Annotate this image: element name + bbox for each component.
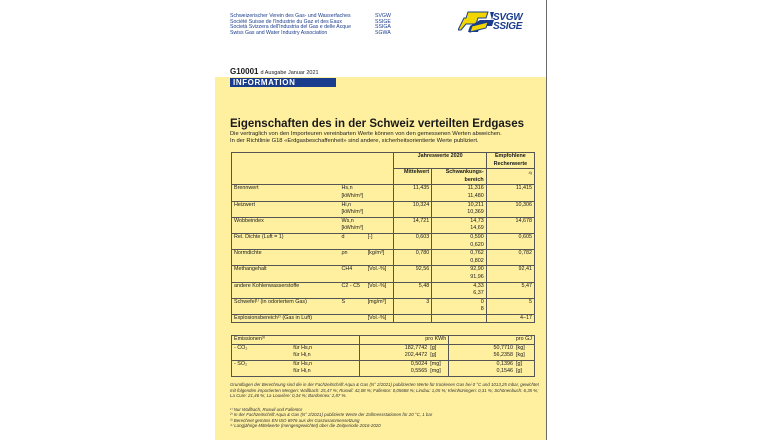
org-name: Société Suisse de l'Industrie du Gaz et des Eaux [230, 18, 343, 25]
property-symbol: d [339, 233, 365, 249]
property-mean: 0,603 [394, 233, 432, 249]
header-recommended-line: Rechenwerte [493, 160, 528, 167]
property-unit: [-] [366, 233, 394, 249]
emission-per-kwh [359, 360, 449, 368]
table-row [232, 314, 535, 323]
emission-unit: [g] [516, 368, 522, 375]
table-row [232, 282, 535, 298]
emissions-col-gj: pro GJ [449, 336, 535, 345]
subtitle-line: Die vertraglich von den Importeuren vereinbarten Werte können von den gemessenen Werten abweichen. [230, 131, 502, 137]
emission-value: 182,7742 [404, 344, 428, 351]
property-range [432, 201, 487, 217]
logo-line-1: SVGW [493, 12, 523, 23]
header-range-line: Schwankungs- [445, 169, 484, 176]
property-range [432, 217, 487, 233]
property-symbol [339, 314, 365, 323]
emission-unit: [g] [516, 360, 522, 367]
range-high: 91,96 [470, 273, 484, 280]
header-range-line: bereich [464, 176, 484, 183]
logo-text [493, 13, 522, 31]
property-recommended: 92,41 [486, 266, 534, 282]
range-high: 0,802 [470, 257, 484, 264]
emission-per-kwh [359, 368, 449, 376]
property-mean: 92,56 [394, 266, 432, 282]
table-row [232, 233, 535, 249]
emission-value: 50,7710 [493, 344, 513, 351]
property-range [432, 185, 487, 201]
property-unit: [Vol.-%] [366, 266, 394, 282]
property-unit: [kWh/m³] [341, 225, 364, 232]
range-high: 0,620 [470, 241, 484, 248]
emission-value: 202,4472 [404, 352, 428, 359]
org-name: Schweizerischer Verein des Gas- und Wasserfaches [230, 13, 351, 19]
doc-edition: d Ausgabe Januar 2021 [260, 70, 319, 76]
range-high: 6,37 [473, 290, 484, 297]
range-low: 92,90 [470, 266, 484, 273]
page-title: Eigenschaften des in der Schweiz verteilten Erdgases [230, 118, 524, 130]
emission-unit: [mg] [430, 360, 441, 367]
information-banner: INFORMATION [230, 78, 336, 87]
emissions-row [232, 352, 535, 360]
emission-basis: für Hs,n [293, 344, 313, 351]
range-low: 14,73 [470, 217, 484, 224]
emission-basis: für Hi,n [291, 368, 359, 376]
property-mean [394, 314, 432, 323]
organization-names [230, 14, 391, 36]
emission-gas [232, 352, 292, 360]
property-name: Normdichte [232, 250, 340, 266]
property-range [432, 233, 487, 249]
emission-gas [232, 368, 292, 376]
property-symbol: Hi,n [341, 201, 352, 208]
property-recommended: 14,678 [486, 217, 534, 233]
emissions-title: Emissionen³⁾ [232, 336, 360, 345]
range-low: 0,762 [470, 250, 484, 257]
property-unit: [kg/m³] [366, 250, 394, 266]
subtitle-line: In der Richtlinie G18 «Erdgasbeschaffenheit» sind andere, sicherheitsorientierte Werte publiziert. [230, 138, 479, 145]
emission-value: 0,1396 [496, 360, 513, 367]
property-unit: [kWh/m³] [341, 209, 364, 216]
property-symbol [339, 201, 394, 217]
emissions-col-kwh: pro KWh [359, 336, 449, 345]
page-subtitle [230, 131, 540, 146]
footnote: ⁴⁾ Langjährige Mittelwerte (mengengewichtet) über die Zeitperiode 2016-2020 [230, 423, 381, 429]
org-abbr: SGWA [375, 29, 391, 36]
property-name: Schwefel¹⁾ (in odoriertem Gas) [232, 298, 340, 314]
property-unit: [kWh/m³] [341, 192, 364, 199]
emission-per-gj [449, 368, 535, 376]
gas-properties-table [231, 152, 535, 323]
header-range [432, 169, 487, 185]
footnote: ²⁾ In der Fachzeitschrift Aqua & Gas (N° 2/2021) publizierte Werte der Zollmessstationen für 20 °C, 1 bar [230, 412, 433, 418]
header-mean: Mittelwert [394, 169, 432, 185]
range-low: 11,316 [467, 185, 484, 192]
emissions-row [232, 360, 535, 368]
property-name: Methangehalt [232, 266, 340, 282]
header-recommended [486, 153, 534, 169]
footnotes [230, 407, 540, 429]
org-abbr: SVGW [375, 13, 391, 19]
emission-per-gj [449, 352, 535, 360]
property-symbol: C2 - C5 [339, 282, 365, 298]
emission-per-kwh [359, 352, 449, 360]
logo-line-2: SSIGE [493, 21, 523, 32]
page-edge-divider [546, 0, 547, 440]
property-name: Explosionsbereich²⁾ (Gas in Luft) [232, 314, 340, 323]
emission-gas: - CO₂ [232, 344, 292, 352]
property-range [432, 250, 487, 266]
property-range [432, 266, 487, 282]
footnote: ¹⁾ Nur Wallbach, Ruswil und Fallentor [230, 407, 303, 412]
range-high: 11,480 [467, 192, 484, 199]
property-recommended: 0,605 [486, 233, 534, 249]
property-recommended: 5,47 [486, 282, 534, 298]
property-recommended: 11,415 [486, 185, 534, 201]
org-name: Swiss Gas and Water Industry Association [230, 29, 328, 36]
range-low: 10,211 [467, 201, 484, 208]
property-recommended: 0,782 [486, 250, 534, 266]
property-mean: 11,435 [394, 185, 432, 201]
property-name: andere Kohlenwasserstoffe [232, 282, 340, 298]
property-symbol [339, 185, 394, 201]
emission-value: 56,2358 [493, 352, 513, 359]
property-recommended: 10,306 [486, 201, 534, 217]
property-name: Rel. Dichte (Luft = 1) [232, 233, 340, 249]
property-range [432, 298, 487, 314]
document-id [230, 67, 319, 76]
range-low: 0,590 [470, 233, 484, 240]
range-high: 10,369 [467, 209, 484, 216]
property-mean: 10,324 [394, 201, 432, 217]
property-symbol: ρn [339, 250, 365, 266]
property-symbol [339, 217, 394, 233]
table-row [232, 201, 535, 217]
org-abbr: SSIGE [375, 18, 391, 25]
header-annual-values: Jahreswerte 2020 [394, 153, 486, 169]
footnote: ³⁾ Berechnet gemäss EN ISO 6976 aus der Gaszusammensetzung [230, 417, 360, 423]
emission-value: 0,5565 [410, 368, 428, 375]
org-name: Società Svizzera dell'Industria del Gas e delle Acque [230, 24, 351, 31]
emission-per-gj [449, 360, 535, 368]
emission-value: 0,5024 [410, 360, 428, 367]
property-name: Wobbeindex [232, 217, 340, 233]
table-row [232, 250, 535, 266]
emission-per-gj [449, 344, 535, 352]
emissions-table [231, 335, 535, 377]
property-mean: 5,48 [394, 282, 432, 298]
property-range [432, 314, 487, 323]
property-unit: [Vol.-%] [366, 314, 394, 323]
header-recommended-note: 4) [486, 169, 534, 185]
property-recommended: 5 [486, 298, 534, 314]
emission-value: 0,1546 [496, 368, 513, 375]
calculation-basis-note: Grundlagen der Berechnung sind die in der Fachzeitschrift Aqua & Gas (N° 2/2021) publizierten Werte für trockenes Gas bei 0 °C und 1013,25 mbar, gewichtet mit folgenden importierten Mengen: Wallbach: 25,47 %; Ruswil: 42,08 %; Fallentor: 0,05668 %; Lindau: 1,05 %; Kleinhüningen: 0,31 %; Schönenbuch: 6,35 %; La Cure: 21,46 %; La Louvière: 0,34 %; Bardonnex: 2,87 %. [230, 382, 539, 398]
property-recommended: 4–17 [486, 314, 534, 323]
range-low: 4,33 [473, 282, 484, 289]
property-symbol: Hs,n [341, 185, 353, 192]
emission-unit: [g] [430, 344, 437, 351]
property-mean: 0,780 [394, 250, 432, 266]
property-symbol: Ws,n [341, 217, 354, 224]
property-mean: 3 [394, 298, 432, 314]
table-row [232, 266, 535, 282]
range-high: 8 [480, 306, 484, 313]
emission-unit: [g] [430, 352, 437, 359]
emissions-row [232, 368, 535, 376]
emission-gas: - SO₂ [232, 360, 292, 368]
table-row [232, 298, 535, 314]
doc-number: G10001 [230, 67, 259, 76]
org-abbr: SSIGA [375, 24, 391, 31]
emission-per-kwh [359, 344, 449, 352]
property-symbol: S [339, 298, 365, 314]
property-mean: 14,721 [394, 217, 432, 233]
emission-basis: für Hs,n [293, 360, 313, 367]
property-name: Heizwert [232, 201, 340, 217]
emission-unit: [kg] [516, 344, 525, 351]
property-unit: [Vol.-%] [366, 282, 394, 298]
table-row [232, 185, 535, 201]
emission-basis: für Hi,n [291, 352, 359, 360]
range-low: 0 [480, 298, 484, 305]
header-empty [232, 169, 394, 185]
property-range [432, 282, 487, 298]
emission-unit: [kg] [516, 352, 525, 359]
emissions-row [232, 344, 535, 352]
table-row [232, 217, 535, 233]
range-high: 14,69 [470, 225, 484, 232]
property-unit: [mg/m³] [366, 298, 394, 314]
property-symbol: CH4 [339, 266, 365, 282]
header-recommended-line: Empfohlene [494, 153, 526, 159]
emission-unit: [mg] [430, 368, 441, 375]
property-name: Brennwert [232, 185, 340, 201]
header-empty [232, 153, 394, 169]
